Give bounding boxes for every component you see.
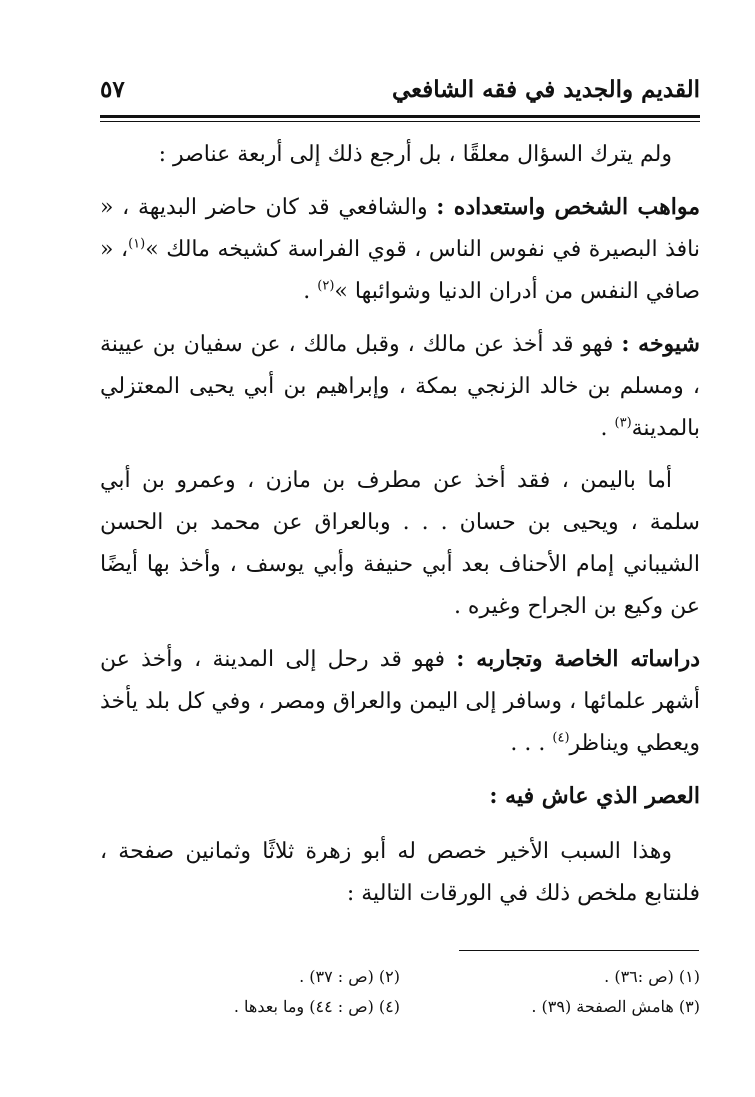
footnote-ref-3: (٣): [614, 415, 632, 431]
running-header: [100, 72, 700, 112]
footnote-ref-4: (٤): [552, 730, 570, 746]
paragraph-talents: [100, 186, 700, 313]
subheading-era: العصر الذي عاش فيه :: [489, 783, 700, 809]
page-number: ٥٧: [100, 76, 125, 103]
footnotes: [100, 962, 700, 1022]
main-text: [100, 134, 700, 925]
footnote-ref-1: (١): [128, 236, 146, 252]
footnote-4: (٤) (ص : ٤٤) وما بعدها .: [233, 997, 400, 1016]
intro-paragraph: ولم يترك السؤال معلقًا ، بل أرجع ذلك إلى أربعة عناصر :: [158, 142, 672, 167]
heading-teachers: شيوخه :: [621, 331, 700, 357]
paragraph-teachers: [100, 323, 700, 450]
teachers-text-b: .: [600, 416, 615, 441]
studies-text-a: فهو قد رحل إلى المدينة ، وأخذ عن أشهر علمائها ، وسافر إلى اليمن والعراق ومصر ، وفي كل بلد يأخذ ويعطي ويناظر: [100, 647, 700, 756]
footnote-row: [100, 992, 700, 1022]
footnote-rule: [459, 950, 699, 951]
studies-text-b: . . .: [510, 731, 553, 756]
footnote-1: (١) (ص :٣٦) .: [604, 967, 700, 986]
heading-studies: دراساته الخاصة وتجاربه :: [456, 646, 700, 672]
teachers-text-a: فهو قد أخذ عن مالك ، وقبل مالك ، عن سفيان بن عيينة ، ومسلم بن خالد الزنجي بمكة ، وإبراهيم بن أبي يحيى المعتزلي بالمدينة: [100, 332, 700, 441]
footnote-2: (٢) (ص : ٣٧) .: [299, 967, 400, 986]
heading-talents: مواهب الشخص واستعداده :: [436, 194, 700, 220]
paragraph-yemen-iraq: أما باليمن ، فقد أخذ عن مطرف بن مازن ، وعمرو بن أبي سلمة ، ويحيى بن حسان . . . وبالعراق عن محمد بن الحسن الشيباني إمام الأحناف بعد أبي حنيفة وأبي يوسف ، وأخذ بها أيضًا عن وكيع بن الجراح وغيره .: [100, 468, 700, 619]
paragraph-studies: [100, 638, 700, 765]
talents-text-a: والشافعي قد كان حاضر البديهة ، « نافذ البصيرة في نفوس الناس ، قوي الفراسة كشيخه مالك »: [100, 195, 700, 262]
talents-text-c: .: [303, 279, 318, 304]
footnote-3: (٣) هامش الصفحة (٣٩) .: [531, 997, 700, 1016]
header-rule-thick: [100, 115, 700, 118]
footnote-row: [100, 962, 700, 992]
paragraph-summary: وهذا السبب الأخير خصص له أبو زهرة ثلاثًا وثمانين صفحة ، فلنتابع ملخص ذلك في الورقات التالية :: [100, 839, 700, 906]
talents-text-b: ، « صافي النفس من أدران الدنيا وشوائبها »: [100, 237, 700, 304]
footnote-ref-2: (٢): [317, 278, 335, 294]
header-rule-thin: [100, 121, 700, 122]
running-title: القديم والجديد في فقه الشافعي: [391, 76, 700, 103]
